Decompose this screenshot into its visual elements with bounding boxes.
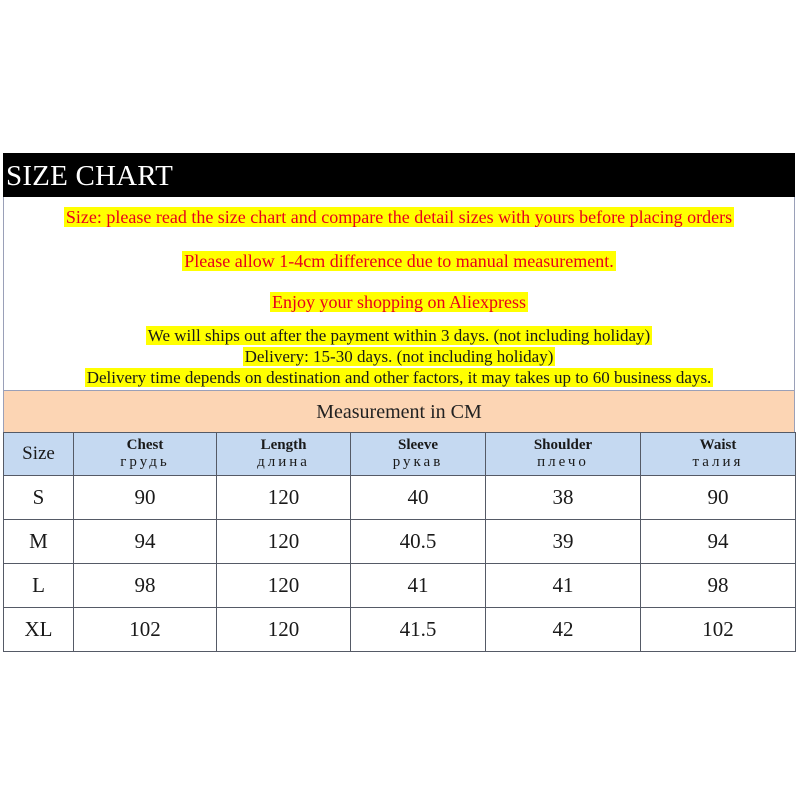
size-table [3, 432, 796, 652]
table-row [4, 564, 796, 608]
sleeve-cell: 40 [351, 476, 486, 520]
table-row [4, 476, 796, 520]
notes-panel [3, 197, 795, 390]
table-header-row [4, 433, 796, 476]
size-chart [3, 153, 795, 652]
size-cell: L [4, 564, 74, 608]
note-size-advice: Size: please read the size chart and compare the detail sizes with yours before placing orders [65, 207, 733, 227]
table-row [4, 520, 796, 564]
chest-cell: 94 [74, 520, 217, 564]
shoulder-cell: 39 [486, 520, 641, 564]
note-difference: Please allow 1-4cm difference due to manual measurement. [184, 251, 614, 271]
waist-cell: 90 [641, 476, 796, 520]
shoulder-cell: 38 [486, 476, 641, 520]
note-delivery: Delivery: 15-30 days. (not including holiday) [244, 347, 554, 366]
waist-cell: 94 [641, 520, 796, 564]
header-length: Length длина [217, 433, 351, 476]
header-chest: Chest грудь [74, 433, 217, 476]
note-enjoy-shopping: Enjoy your shopping on Aliexpress [272, 292, 526, 312]
chart-title: SIZE CHART [3, 153, 795, 197]
header-sleeve: Sleeve рукав [351, 433, 486, 476]
waist-cell: 98 [641, 564, 796, 608]
note-ships-out: We will ships out after the payment within 3 days. (not including holiday) [147, 326, 651, 345]
length-cell: 120 [217, 564, 351, 608]
length-cell: 120 [217, 608, 351, 652]
table-row [4, 608, 796, 652]
sleeve-cell: 40.5 [351, 520, 486, 564]
header-waist: Waist талия [641, 433, 796, 476]
size-cell: XL [4, 608, 74, 652]
header-shoulder: Shoulder плечо [486, 433, 641, 476]
chest-cell: 90 [74, 476, 217, 520]
waist-cell: 102 [641, 608, 796, 652]
size-cell: M [4, 520, 74, 564]
chest-cell: 102 [74, 608, 217, 652]
shoulder-cell: 42 [486, 608, 641, 652]
length-cell: 120 [217, 520, 351, 564]
note-delivery-time: Delivery time depends on destination and other factors, it may takes up to 60 business days. [86, 368, 712, 387]
measurement-banner: Measurement in CM [3, 390, 795, 432]
chest-cell: 98 [74, 564, 217, 608]
size-cell: S [4, 476, 74, 520]
sleeve-cell: 41.5 [351, 608, 486, 652]
sleeve-cell: 41 [351, 564, 486, 608]
length-cell: 120 [217, 476, 351, 520]
header-size: Size [4, 433, 74, 476]
shoulder-cell: 41 [486, 564, 641, 608]
